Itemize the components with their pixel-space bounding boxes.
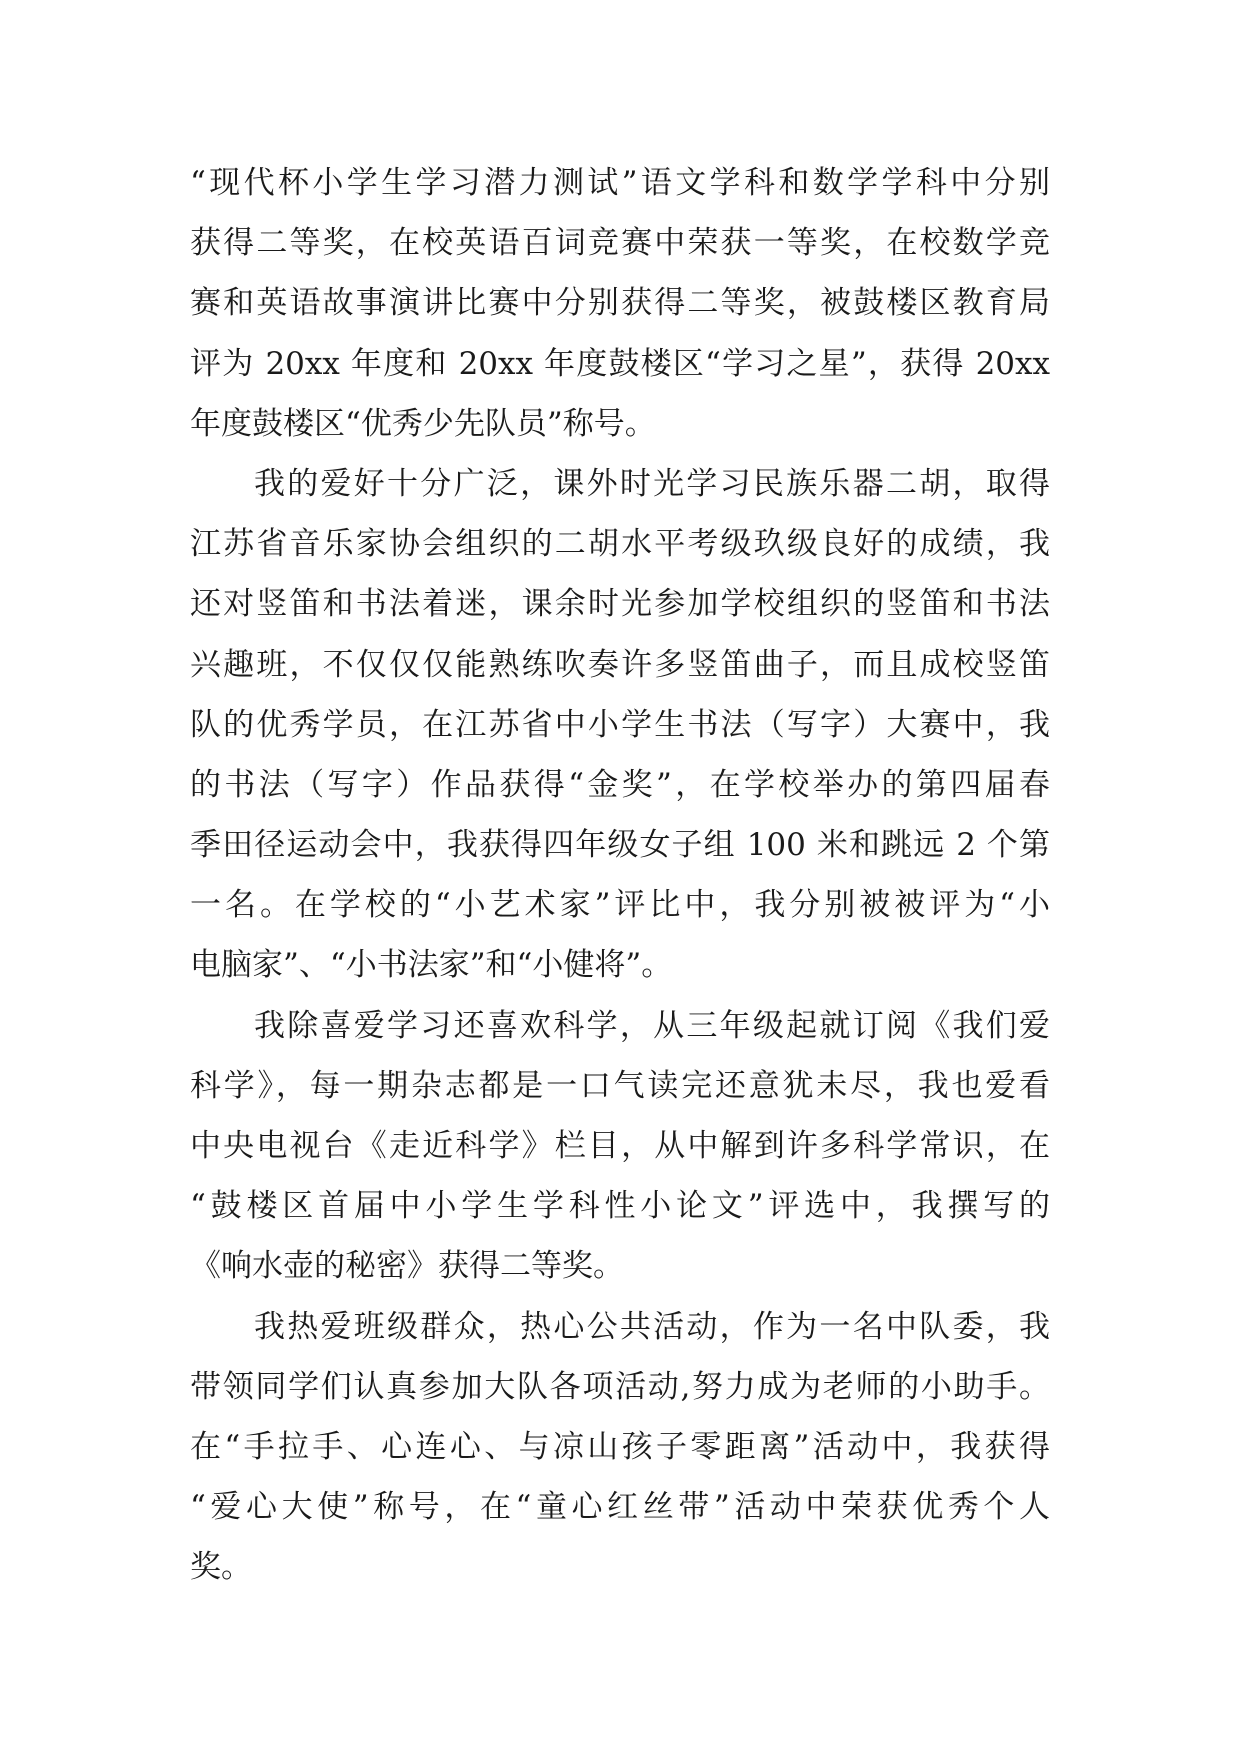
paragraph-1: [190, 153, 1050, 454]
text-line: “现代杯小学生学习潜力测试”语文学科和数学学科中分别: [190, 165, 1050, 201]
text-line: 年度鼓楼区“优秀少先队员”称号。: [190, 405, 656, 442]
text-line: 我热爱班级群众，热心公共活动，作为一名中队委，我: [254, 1308, 1050, 1345]
text-line: 中央电视台《走近科学》栏目，从中解到许多科学常识，在: [190, 1128, 1050, 1164]
text-line: 获得二等奖，在校英语百词竞赛中荣获一等奖，在校数学竞: [190, 225, 1050, 262]
text-line: 还对竖笛和书法着迷，课余时光参加学校组织的竖笛和书法: [190, 586, 1050, 623]
paragraph-3: [190, 996, 1050, 1297]
text-line: 奖。: [190, 1549, 252, 1586]
text-line: 季田径运动会中，我获得四年级女子组 100 米和跳远 2 个第: [190, 827, 1050, 864]
text-line: 队的优秀学员，在江苏省中小学生书法（写字）大赛中，我: [190, 706, 1050, 743]
text-line: 一名。在学校的“小艺术家”评比中，我分别被被评为“小: [190, 887, 1050, 924]
text-line: 在“手拉手、心连心、与凉山孩子零距离”活动中，我获得: [190, 1428, 1050, 1465]
text-line: 我的爱好十分广泛，课外时光学习民族乐器二胡，取得: [254, 465, 1050, 502]
text-line: “鼓楼区首届中小学生学科性小论文”评选中，我撰写的: [190, 1188, 1050, 1225]
text-line: 带领同学们认真参加大队各项活动,努力成为老师的小助手。: [190, 1368, 1050, 1405]
text-line: 评为 20xx 年度和 20xx 年度鼓楼区“学习之星”，获得 20xx: [190, 345, 1050, 382]
text-line: 科学》，每一期杂志都是一口气读完还意犹未尽，我也爱看: [190, 1067, 1050, 1104]
paragraph-4: [190, 1297, 1050, 1598]
paragraph-2: [190, 454, 1050, 996]
text-line: 赛和英语故事演讲比赛中分别获得二等奖，被鼓楼区教育局: [190, 285, 1050, 322]
text-line: 电脑家”、“小书法家”和“小健将”。: [190, 947, 673, 984]
text-line: 我除喜爱学习还喜欢科学，从三年级起就订阅《我们爱: [254, 1007, 1050, 1044]
text-line: 《响水壶的秘密》获得二等奖。: [190, 1248, 624, 1285]
text-line: “爱心大使”称号，在“童心红丝带”活动中荣获优秀个人: [190, 1489, 1050, 1526]
document-body: [190, 153, 1050, 1598]
text-line: 江苏省音乐家协会组织的二胡水平考级玖级良好的成绩，我: [190, 526, 1050, 563]
text-line: 兴趣班，不仅仅仅能熟练吹奏许多竖笛曲子，而且成校竖笛: [190, 646, 1050, 683]
text-line: 的书法（写字）作品获得“金奖”，在学校举办的第四届春: [190, 766, 1050, 803]
